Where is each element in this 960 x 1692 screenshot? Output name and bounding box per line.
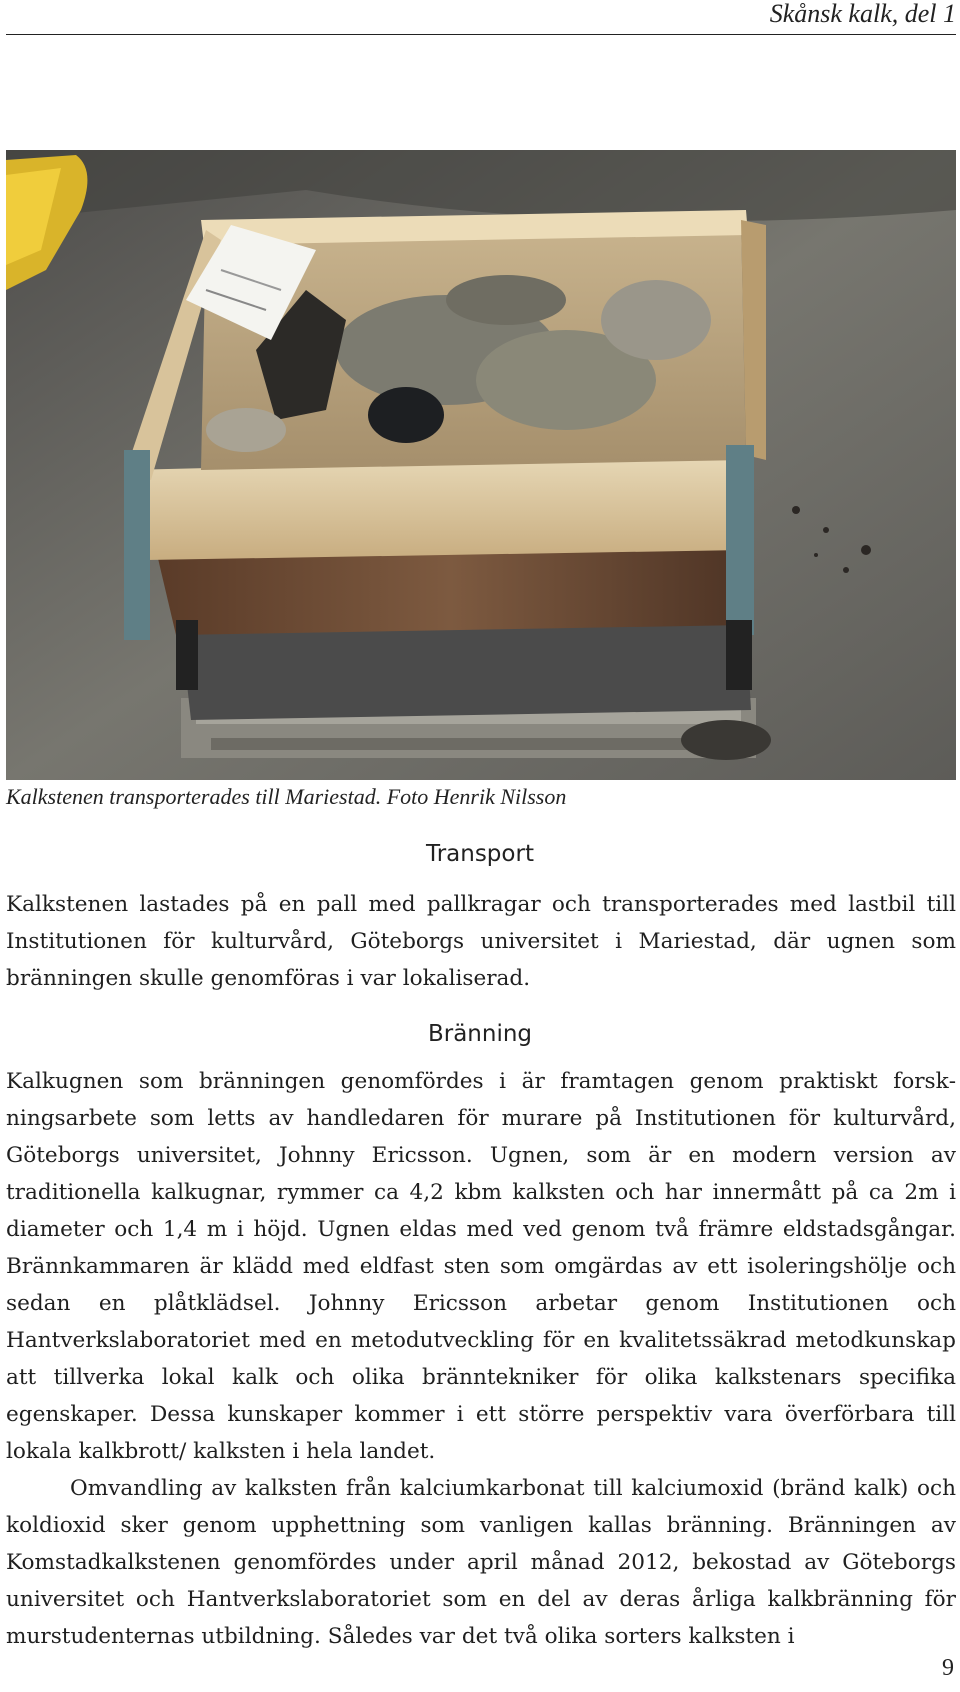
running-title: Skånsk kalk, del 1 (769, 0, 956, 28)
figure-caption: Kalkstenen transporterades till Mariestad. Foto Henrik Nilsson (6, 784, 567, 809)
paragraph-transport: Kalkstenen lastades på en pall med pallkragar och transporterades med lastbil till Institutionen för kulturvård, Göteborgs universitet i Mariestad, där ugnen som bränningen skulle genomföras i var lokaliserad. (6, 892, 956, 991)
photo-pallet-collar-icon (6, 150, 956, 780)
page-number: 9 (942, 1655, 954, 1681)
section-heading-branning: Bränning (427, 1021, 533, 1047)
section-heading-transport: Transport (426, 841, 534, 867)
paragraph-branning-2: Omvandling av kalksten från kalciumkarbonat till kalciumoxid (bränd kalk) och koldioxid sker genom upphettning som vanligen kallas bränning. Bränningen av Komstadkalkstenen genomfördes under april månad 2012, bekostad av Göteborgs universitet och Hantverkslaboratoriet som en del av deras årliga kalkbränning för murstudenternas utbildning. Således var det två olika sorters kalksten i (6, 1476, 956, 1649)
running-header (6, 0, 956, 35)
limestone-pallet-photo (6, 150, 956, 780)
paragraph-branning-1: Kalkugnen som bränningen genomfördes i är framtagen genom praktiskt forskningsarbete som letts av handledaren för murare på Institutionen för kulturvård, Göteborgs universitet, Johnny Ericsson. Ugnen, som är en modern version av traditionella kalkugnar, rymmer ca 4,2 kbm kalksten och har innermått på ca 2m i diameter och 1,4 m i höjd. Ugnen eldas med ved genom två främre eldstadsgångar. Brännkammaren är klädd med eldfast sten som omgärdas av ett isoleringshölje och sedan en plåtklädsel. Johnny Ericsson arbetar genom Institutionen och Hantverkslaboratoriet med en metodutveckling för en kvalitetssäkrad metodkunskap att tillverka lokal kalk och olika bränntekniker för olika kalkstenars specifika egenskaper. Dessa kunskaper kommer i ett större perspektiv vara överförbara till lokala kalkbrott/ kalksten i hela landet. (6, 1069, 956, 1464)
